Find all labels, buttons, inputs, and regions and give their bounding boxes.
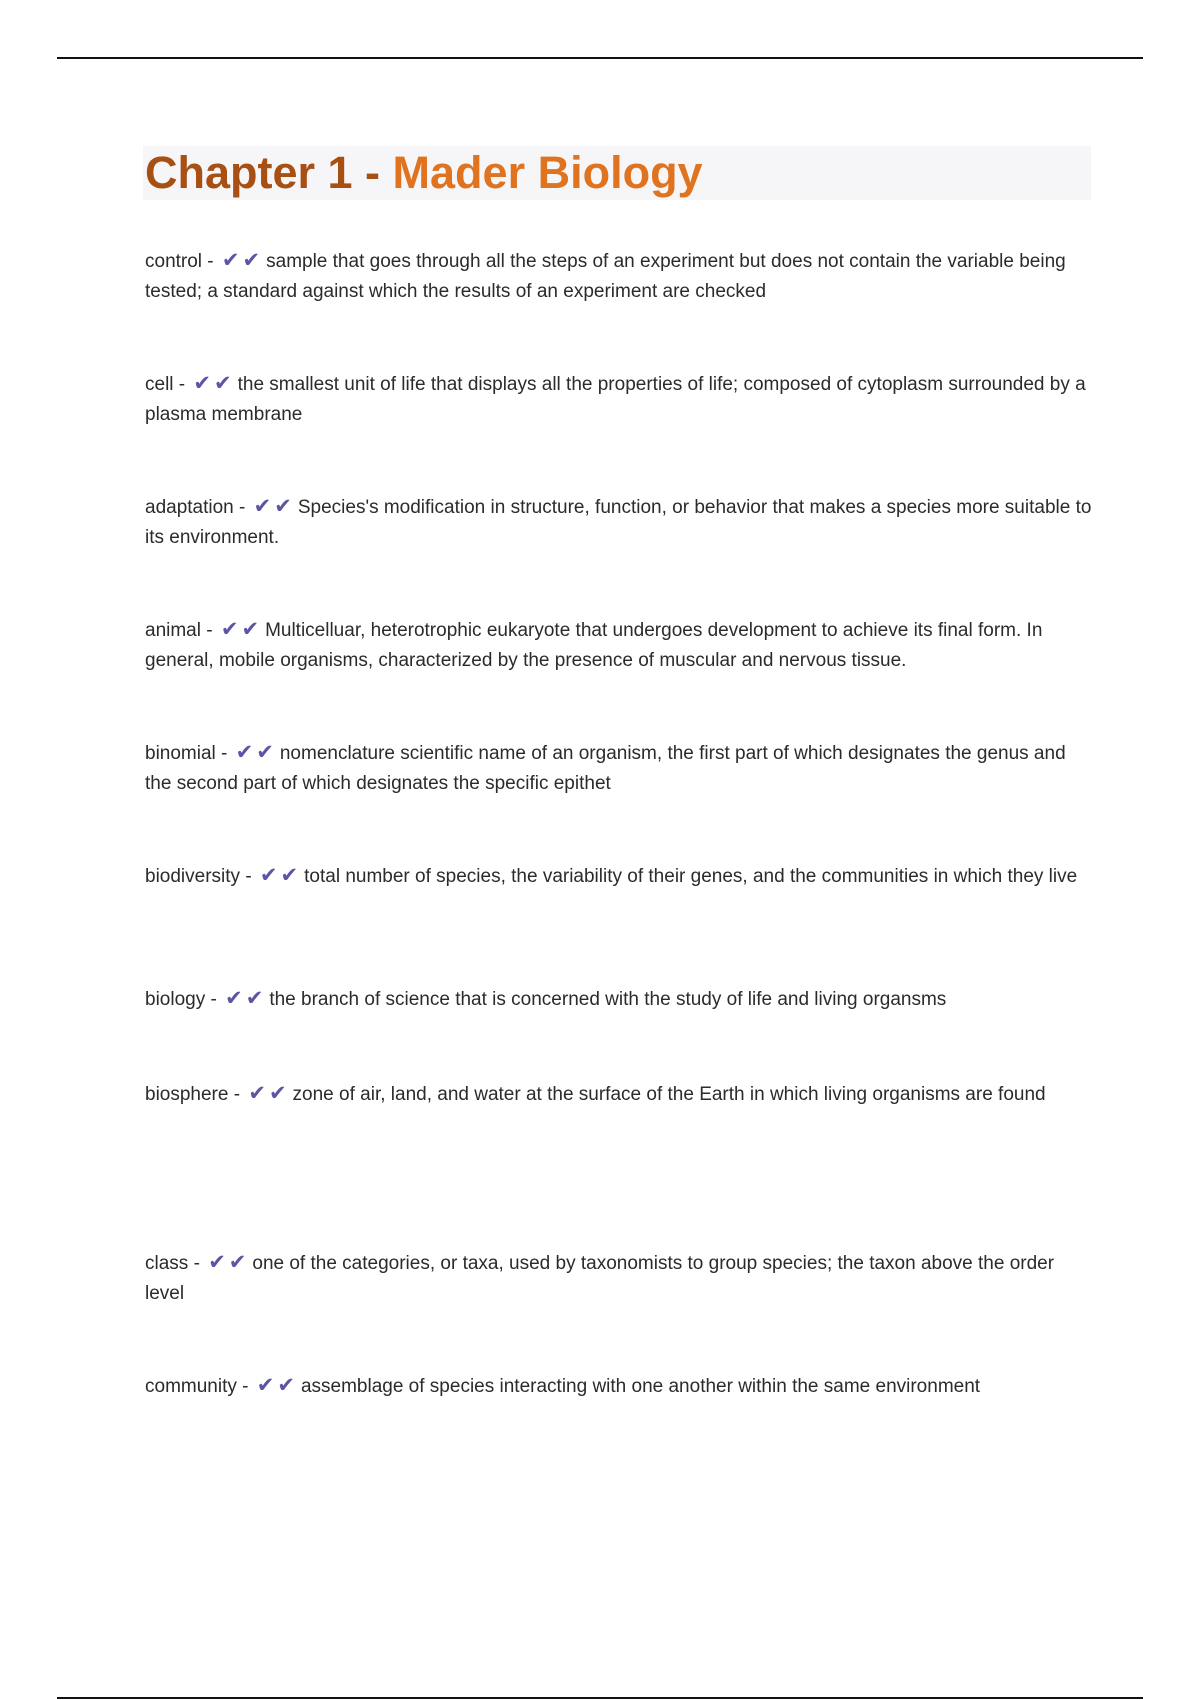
glossary-entry: [145, 492, 1095, 553]
entry-term: biology -: [145, 989, 223, 1010]
entry-definition: the smallest unit of life that displays all the properties of life; composed of cytoplasm surrounded by a plasma membrane: [145, 374, 1086, 425]
glossary-entry: [145, 246, 1095, 307]
check-mark-icon: ✔✔: [220, 618, 263, 641]
check-mark-icon: ✔✔: [253, 495, 295, 518]
glossary-entry: [145, 369, 1095, 430]
top-rule: [57, 57, 1143, 59]
check-mark-icon: ✔✔: [221, 249, 264, 272]
title-chapter: Chapter 1 -: [145, 147, 393, 198]
entry-term: binomial -: [145, 743, 233, 764]
glossary-entry: [145, 984, 1095, 1015]
entry-term: cell -: [145, 374, 191, 395]
check-mark-icon: ✔✔: [193, 372, 235, 395]
entry-definition: sample that goes through all the steps of an experiment but does not contain the variable being tested; a standard against which the results of an experiment are checked: [145, 251, 1066, 302]
glossary-entry: [145, 738, 1095, 799]
entry-term: control -: [145, 251, 219, 272]
entry-term: animal -: [145, 620, 218, 641]
glossary-entry: [145, 1371, 1095, 1402]
check-mark-icon: ✔✔: [225, 987, 267, 1010]
entry-definition: zone of air, land, and water at the surface of the Earth in which living organisms are found: [292, 1084, 1046, 1105]
glossary-entry: [145, 615, 1095, 676]
glossary-entry: [145, 1248, 1095, 1309]
entry-definition: assemblage of species interacting with one another within the same environment: [300, 1376, 981, 1397]
page-title: [145, 146, 703, 200]
entry-definition: total number of species, the variability of their genes, and the communities in which they live: [304, 866, 1078, 887]
entry-definition: the branch of science that is concerned with the study of life and living organsms: [269, 989, 947, 1010]
glossary-entry: [145, 1079, 1095, 1110]
glossary-entry: [145, 861, 1095, 892]
check-mark-icon: ✔✔: [248, 1082, 290, 1105]
bottom-rule: [57, 1697, 1143, 1699]
title-subject: Mader Biology: [392, 147, 703, 198]
entry-term: class -: [145, 1253, 206, 1274]
entry-term: adaptation -: [145, 497, 251, 518]
check-mark-icon: ✔✔: [208, 1251, 250, 1274]
entry-definition: nomenclature scientific name of an organism, the first part of which designates the genus and the second part of which designates the specific epithet: [145, 743, 1066, 794]
entry-term: biosphere -: [145, 1084, 246, 1105]
check-mark-icon: ✔✔: [259, 864, 302, 887]
entry-definition: Species's modification in structure, function, or behavior that makes a species more suitable to its environment.: [145, 497, 1092, 548]
check-mark-icon: ✔✔: [256, 1374, 298, 1397]
entry-definition: Multicelluar, heterotrophic eukaryote that undergoes development to achieve its final form. In general, mobile organisms, characterized by the presence of muscular and nervous tissue.: [145, 620, 1043, 671]
entry-definition: one of the categories, or taxa, used by taxonomists to group species; the taxon above the order level: [145, 1253, 1055, 1304]
check-mark-icon: ✔✔: [235, 741, 277, 764]
entry-term: community -: [145, 1376, 254, 1397]
entry-term: biodiversity -: [145, 866, 257, 887]
